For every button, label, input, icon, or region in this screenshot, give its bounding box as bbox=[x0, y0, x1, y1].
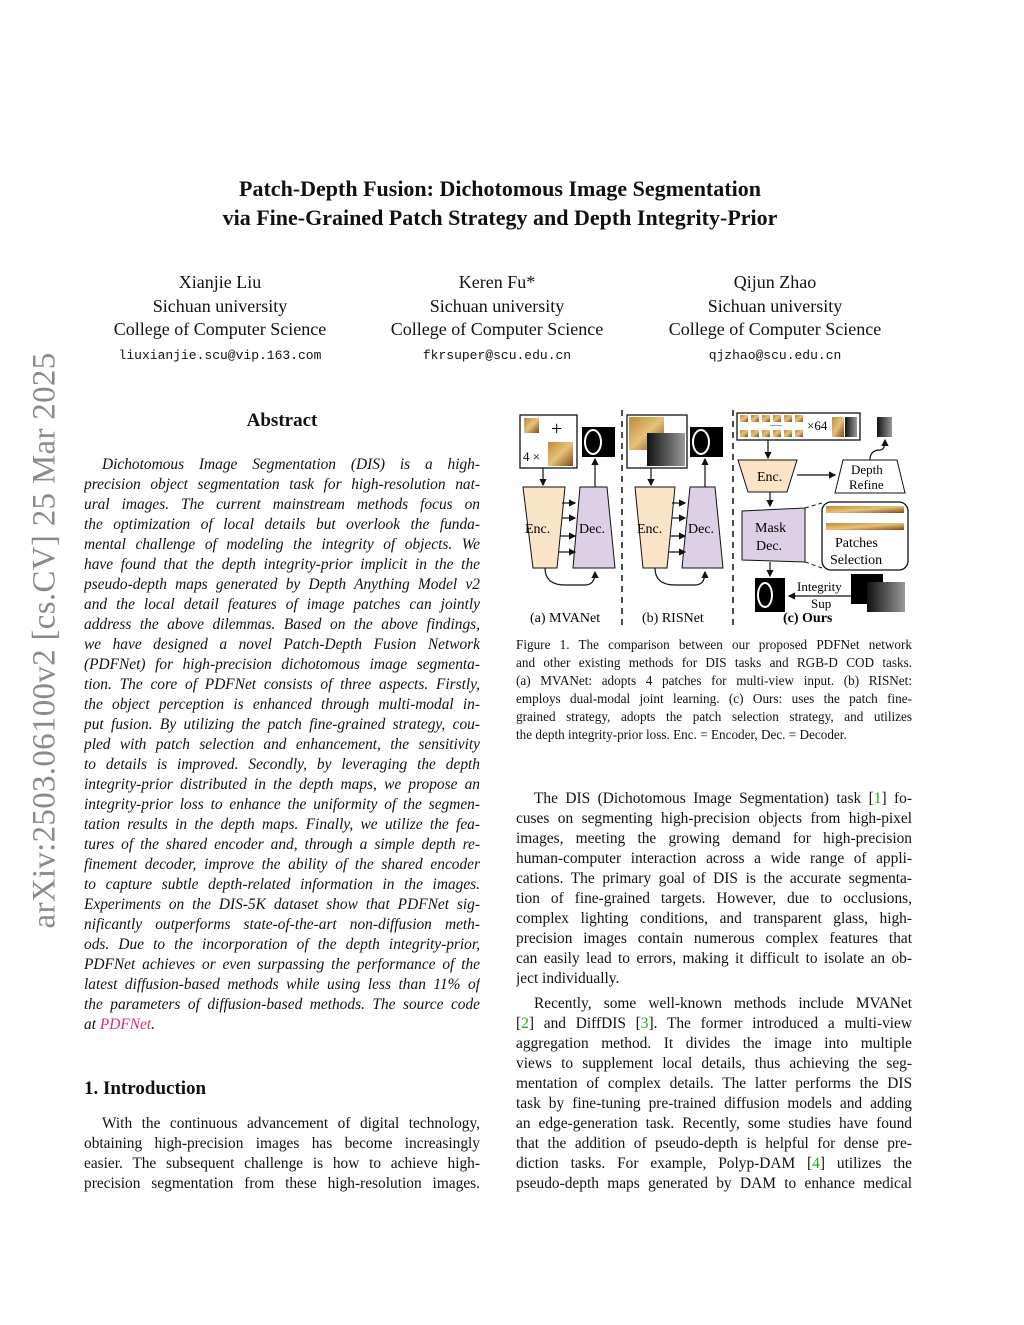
text-line: views to supplement local details, thus achieving the seg- bbox=[516, 1055, 912, 1072]
author-department: College of Computer Science bbox=[390, 319, 604, 339]
svg-text:Sup: Sup bbox=[811, 596, 832, 611]
text-line: address the above dilemmas. Based on the above findings, bbox=[84, 616, 480, 633]
source-code-link[interactable]: PDFNet bbox=[99, 1016, 152, 1033]
text-span: diction tasks. For example, Polyp-DAM [ bbox=[516, 1155, 813, 1172]
text-line: grained strategy, adopts the patch selection strategy, and utilizes bbox=[516, 709, 912, 724]
text-line: pseudo-depth maps generated by Depth Anything Model v2 bbox=[84, 576, 480, 593]
author-block bbox=[362, 271, 632, 367]
mvanet-diagram bbox=[520, 415, 615, 626]
svg-text:Enc.: Enc. bbox=[637, 522, 663, 537]
svg-text:Selection: Selection bbox=[830, 553, 883, 568]
text-line: integrity-prior distributed in the depth maps, we propose an bbox=[84, 776, 480, 793]
author-affiliation: Sichuan university bbox=[429, 295, 565, 316]
pdfnet-diagram bbox=[737, 413, 908, 626]
text-line: Dichotomous Image Segmentation (DIS) is a high- bbox=[102, 456, 480, 473]
citation-link[interactable]: 2 bbox=[521, 1015, 529, 1032]
svg-text:......: ...... bbox=[770, 419, 782, 428]
mask-image bbox=[582, 427, 615, 457]
svg-text:Refine: Refine bbox=[849, 477, 884, 492]
text-line: can easily lead to errors, making it difficult to isolate an ob- bbox=[516, 950, 912, 967]
intro-right-para-2 bbox=[516, 994, 912, 1194]
text-line: tion of fine-grained targets. However, due to occlusions, bbox=[516, 890, 912, 907]
abstract-body bbox=[84, 455, 480, 1035]
text-span: ] fo- bbox=[881, 790, 912, 807]
text-line: finement decoder, improve the ability of the shared encoder bbox=[84, 856, 480, 873]
title-line: Patch-Depth Fusion: Dichotomous Image Segmentation bbox=[239, 176, 761, 201]
svg-text:Enc.: Enc. bbox=[525, 522, 551, 537]
citation-link[interactable]: 4 bbox=[812, 1155, 820, 1172]
text-line: put fusion. By utilizing the patch fine-grained strategy, cou- bbox=[84, 716, 480, 733]
author-name: Xianjie Liu bbox=[178, 272, 262, 292]
risnet-diagram bbox=[627, 415, 723, 626]
text-line: cuses on segmenting high-precision objects from high-pixel bbox=[516, 810, 912, 827]
svg-text:Depth: Depth bbox=[851, 462, 883, 477]
text-line: integrity-prior loss to enhance the uniformity of the segmen- bbox=[84, 796, 480, 813]
arxiv-stamp: arXiv:2503.06100v2 [cs.CV] 25 Mar 2025 bbox=[26, 352, 63, 929]
text-line: precision object segmentation task for high-resolution nat- bbox=[84, 476, 480, 493]
text-line: latest diffusion-based methods while using less than 11% of bbox=[84, 976, 480, 993]
text-span: The DIS (Dichotomous Image Segmentation) task [ bbox=[534, 790, 874, 807]
author-department: College of Computer Science bbox=[668, 319, 882, 339]
text-line: precision segmentation from these high-resolution images. bbox=[84, 1175, 480, 1192]
svg-text:Dec.: Dec. bbox=[579, 522, 606, 537]
text-line: the object perception is enhanced through multi-modal in- bbox=[84, 696, 480, 713]
text-line: mental challenge of modeling the integrity of objects. We bbox=[84, 536, 480, 553]
text-line bbox=[516, 789, 912, 809]
text-line: human-computer interaction across a wide range of appli- bbox=[516, 850, 912, 867]
text-line: precision images contain numerous complex features that bbox=[516, 930, 912, 947]
intro-right-para-1 bbox=[516, 789, 912, 989]
text-line: the depth integrity-prior loss. Enc. = Encoder, Dec. = Decoder. bbox=[516, 727, 847, 742]
text-line: task by fine-tuning pre-trained diffusion models and adding bbox=[516, 1095, 912, 1112]
author-name: Keren Fu* bbox=[458, 272, 536, 292]
title-line: via Fine-Grained Patch Strategy and Depth Integrity-Prior bbox=[222, 205, 778, 230]
author-department: College of Computer Science bbox=[113, 319, 327, 339]
text-line: to details is improved. Secondly, by leveraging the depth bbox=[84, 756, 480, 773]
text-line: images, meeting the growing demand for high-precision bbox=[516, 830, 912, 847]
text-line: and the local detail features of image patches can jointly bbox=[84, 596, 480, 613]
author-email: fkrsuper@scu.edu.cn bbox=[422, 347, 572, 363]
svg-text:Dec.: Dec. bbox=[688, 522, 715, 537]
text-line bbox=[516, 1154, 912, 1174]
author-affiliation: Sichuan university bbox=[707, 295, 843, 316]
svg-text:Dec.: Dec. bbox=[756, 539, 783, 554]
text-line: easier. The subsequent challenge is how to achieve high- bbox=[84, 1155, 480, 1172]
text-line: mentation of complex details. The latter performs the DIS bbox=[516, 1075, 912, 1092]
text-line: With the continuous advancement of digital technology, bbox=[102, 1115, 480, 1132]
text-line: the parameters of diffusion-based methods. The source code bbox=[84, 996, 480, 1013]
text-line: at PDFNet. bbox=[84, 1016, 155, 1033]
text-line: ject individually. bbox=[516, 970, 620, 987]
text-span: ] utilizes the bbox=[819, 1155, 912, 1172]
text-line: ods. Due to the incorporation of the depth integrity-prior, bbox=[84, 936, 480, 953]
svg-text:Mask: Mask bbox=[755, 521, 787, 536]
subcaption: (b) RISNet bbox=[642, 611, 704, 626]
text-line: complex lighting conditions, and transparent glass, high- bbox=[516, 910, 912, 927]
text-line: Figure 1. The comparison between our proposed PDFNet network bbox=[516, 637, 912, 652]
subcaption: (c) Ours bbox=[783, 611, 833, 626]
text-line: the optimization of local details but overlook the funda- bbox=[84, 516, 480, 533]
text-line: PDFNet achieves or even surpassing the performance of the bbox=[84, 956, 480, 973]
text-line: aggregation method. It divides the image into multiple bbox=[516, 1035, 912, 1052]
text-span: ]. The former introduced a multi-view bbox=[648, 1015, 912, 1032]
subcaption: (a) MVANet bbox=[530, 611, 601, 626]
citation-link[interactable]: 3 bbox=[640, 1015, 649, 1032]
intro-body bbox=[84, 1114, 480, 1194]
text-line: obtaining high-precision images has become increasingly bbox=[84, 1135, 480, 1152]
author-block bbox=[640, 271, 910, 367]
text-line: ural images. The current mainstream methods focus on bbox=[84, 496, 480, 513]
four-times-label: 4 × bbox=[523, 449, 541, 464]
author-email: qjzhao@scu.edu.cn bbox=[708, 347, 842, 363]
author-block bbox=[85, 271, 355, 367]
text-line: Experiments on the DIS-5K dataset show that PDFNet sig- bbox=[84, 896, 480, 913]
figure-1 bbox=[515, 405, 915, 635]
abstract-heading: Abstract bbox=[246, 410, 318, 431]
text-line: (PDFNet) for high-precision dichotomous image segmenta- bbox=[84, 656, 480, 673]
text-line: employs dual-modal joint learning. (c) Ours: uses the patch fine- bbox=[516, 691, 912, 706]
full-image bbox=[548, 442, 573, 466]
svg-text:Patches: Patches bbox=[835, 536, 878, 551]
text-line: pled with patch selection and enhancement, the sensitivity bbox=[84, 736, 480, 753]
text-span: ] and DiffDIS [ bbox=[528, 1015, 641, 1032]
text-span: [ bbox=[516, 1015, 522, 1032]
text-line: Recently, some well-known methods include MVANet bbox=[534, 995, 912, 1012]
patch-image bbox=[524, 418, 539, 433]
text-line: tion. The core of PDFNet consists of three aspects. Firstly, bbox=[84, 676, 480, 693]
text-line: have found that the depth integrity-prior implicit in the the bbox=[84, 556, 480, 573]
citation-link[interactable]: 1 bbox=[873, 790, 882, 807]
svg-text:×64: ×64 bbox=[807, 418, 828, 433]
author-email: liuxianjie.scu@vip.163.com bbox=[118, 347, 322, 363]
text-line: and other existing methods for DIS tasks and RGB-D COD tasks. bbox=[516, 655, 912, 670]
text-line: an edge-generation task. Recently, some studies have found bbox=[516, 1115, 912, 1132]
intro-heading: 1. Introduction bbox=[84, 1078, 207, 1099]
text-line: pseudo-depth maps generated by DAM to enhance medical bbox=[516, 1175, 912, 1192]
plus-icon: + bbox=[551, 418, 563, 440]
svg-text:Enc.: Enc. bbox=[757, 470, 783, 485]
text-line: that the addition of pseudo-depth is helpful for dense pre- bbox=[516, 1135, 912, 1152]
text-line: nificantly outperforms state-of-the-art non-diffusion meth- bbox=[84, 916, 480, 933]
text-line: tation results in the depth maps. Finally, we utilize the fea- bbox=[84, 816, 480, 833]
text-line: tures of the shared encoder and, through a simple depth re- bbox=[84, 836, 480, 853]
text-line: (a) MVANet: adopts 4 patches for multi-view input. (b) RISNet: bbox=[516, 673, 912, 688]
text-line bbox=[516, 1014, 912, 1034]
figure-caption bbox=[516, 636, 912, 744]
text-line: to capture subtle depth-related information in the images. bbox=[84, 876, 480, 893]
svg-text:Integrity: Integrity bbox=[797, 579, 842, 594]
text-line: we have designed a novel Patch-Depth Fusion Network bbox=[84, 636, 480, 653]
text-line: cations. The primary goal of DIS is the accurate segmenta- bbox=[516, 870, 912, 887]
paper-title bbox=[0, 174, 1000, 232]
author-affiliation: Sichuan university bbox=[152, 295, 288, 316]
author-name: Qijun Zhao bbox=[733, 272, 817, 292]
